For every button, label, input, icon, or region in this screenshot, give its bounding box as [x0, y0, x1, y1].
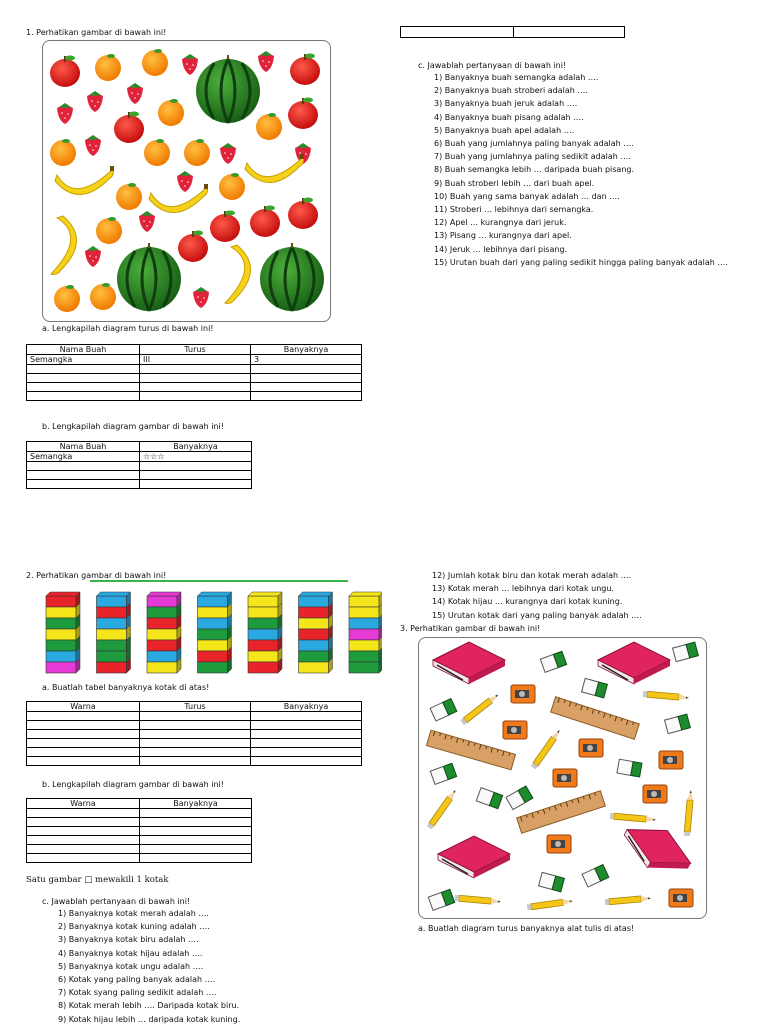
answer-box[interactable] [400, 26, 625, 38]
table-row [27, 383, 362, 392]
block [299, 651, 329, 662]
list-item: 12) Apel … kurangnya dari jeruk. [434, 218, 567, 228]
block-stack [147, 592, 181, 673]
block [46, 640, 76, 651]
column-header: Warna [27, 799, 140, 809]
q3-heading: 3. Perhatikan gambar di bawah ini! [400, 624, 541, 633]
list-item: 2) Banyaknya kotak kuning adalah …. [58, 922, 210, 932]
block [299, 618, 329, 629]
table-cell[interactable] [27, 845, 140, 854]
block [299, 596, 329, 607]
table-row [27, 452, 252, 462]
table-cell[interactable] [27, 480, 140, 489]
list-item: 13) Pisang … kurangnya dari apel. [434, 231, 572, 241]
table-cell[interactable] [140, 480, 252, 489]
table-cell[interactable] [251, 739, 362, 748]
block [97, 662, 127, 673]
block [248, 629, 278, 640]
table-cell[interactable] [140, 730, 251, 739]
table-cell[interactable] [27, 471, 140, 480]
block [147, 596, 177, 607]
column-header: Banyaknya [140, 799, 252, 809]
table-cell[interactable] [140, 836, 252, 845]
block [349, 629, 379, 640]
table-row [27, 392, 362, 401]
block [46, 607, 76, 618]
block-stack [46, 592, 80, 673]
list-item: 4) Banyaknya kotak hijau adalah …. [58, 948, 203, 958]
block [248, 618, 278, 629]
table-row [27, 739, 362, 748]
block [349, 607, 379, 618]
table-cell[interactable] [140, 383, 251, 392]
block [46, 596, 76, 607]
column-header: Banyaknya [251, 345, 362, 355]
table-cell[interactable]: 3 [251, 355, 362, 365]
table-cell[interactable]: Semangka [27, 355, 140, 365]
block [349, 596, 379, 607]
block-top [349, 592, 382, 596]
list-item: 9) Kotak hijau lebih … daripada kotak kuning. [58, 1014, 241, 1024]
table-row [27, 845, 252, 854]
table-cell[interactable] [140, 462, 252, 471]
column-header: Nama Buah [27, 442, 140, 452]
block [299, 607, 329, 618]
block-top [97, 592, 131, 596]
block [248, 651, 278, 662]
table-cell[interactable] [251, 365, 362, 374]
q1-picto-table [26, 441, 252, 489]
table-cell[interactable] [251, 392, 362, 401]
q1-a-label: a. Lengkapilah diagram turus di bawah ini! [42, 324, 214, 333]
table-cell[interactable] [140, 818, 252, 827]
block [198, 596, 228, 607]
stationery-illustration [419, 638, 706, 918]
table-row [27, 818, 252, 827]
block [248, 596, 278, 607]
table-cell[interactable] [27, 730, 140, 739]
table-cell[interactable] [27, 809, 140, 818]
block [46, 662, 76, 673]
table-cell[interactable] [140, 712, 251, 721]
block [97, 629, 127, 640]
block [97, 651, 127, 662]
q2-question-list [58, 907, 240, 1026]
q2-b-label: b. Lengkapilah diagram gambar di bawah ini! [42, 780, 224, 789]
table-row [27, 748, 362, 757]
table-cell[interactable] [140, 827, 252, 836]
block [147, 651, 177, 662]
table-cell[interactable] [251, 748, 362, 757]
q2-c-label: c. Jawablah pertanyaan di bawah ini! [42, 897, 191, 906]
table-cell[interactable] [27, 374, 140, 383]
table-row [27, 809, 252, 818]
table-cell[interactable] [27, 721, 140, 730]
q2-picto-table [26, 798, 252, 863]
table-cell[interactable] [140, 854, 252, 863]
block-stacks [42, 588, 382, 678]
block [46, 651, 76, 662]
list-item: 5) Banyaknya kotak ungu adalah …. [58, 961, 204, 971]
block [248, 607, 278, 618]
list-item: 3) Banyaknya buah jeruk adalah …. [434, 99, 578, 109]
block-top [198, 592, 232, 596]
table-row [27, 462, 252, 471]
list-item: 7) Kotak syang paling sedikit adalah …. [58, 988, 217, 998]
block-top [299, 592, 333, 596]
list-item: 6) Kotak yang paling banyak adalah …. [58, 975, 216, 985]
block [97, 618, 127, 629]
block [97, 607, 127, 618]
list-item: 4) Banyaknya buah pisang adalah …. [434, 112, 584, 122]
list-item: 1) Banyaknya buah semangka adalah …. [434, 73, 599, 82]
list-item: 10) Buah yang sama banyak adalah … dan …. [434, 191, 620, 201]
block-stack [198, 592, 232, 673]
list-item: 8) Kotak merah lebih …. Daripada kotak biru. [58, 1001, 240, 1011]
block [147, 662, 177, 673]
fruit-illustration [43, 41, 330, 321]
block-stack [349, 592, 382, 673]
table-cell[interactable] [27, 748, 140, 757]
list-item: 6) Buah yang jumlahnya paling banyak adalah …. [434, 139, 634, 149]
block [299, 629, 329, 640]
block [198, 640, 228, 651]
block-stack [248, 592, 282, 673]
list-item: 11) Stroberi … lebihnya dari semangka. [434, 205, 594, 215]
table-cell[interactable] [140, 757, 251, 766]
block [198, 618, 228, 629]
list-item: 12) Jumlah kotak biru dan kotak merah adalah …. [432, 571, 632, 580]
table-cell[interactable] [27, 365, 140, 374]
table-row [27, 471, 252, 480]
table-row [27, 721, 362, 730]
table-cell[interactable] [251, 721, 362, 730]
block [147, 640, 177, 651]
column-header: Turus [140, 702, 251, 712]
table-cell[interactable] [251, 374, 362, 383]
list-item: 5) Banyaknya buah apel adalah …. [434, 125, 575, 135]
table-row [27, 480, 252, 489]
table-row [27, 355, 362, 365]
table-row [27, 365, 362, 374]
table-cell[interactable] [140, 721, 251, 730]
table-row [27, 854, 252, 863]
block [349, 662, 379, 673]
block [97, 596, 127, 607]
q3-a-label: a. Buatlah diagram turus banyaknya alat tulis di atas! [418, 924, 635, 933]
list-item: 13) Kotak merah … lebihnya dari kotak ungu. [432, 584, 614, 594]
table-cell[interactable] [27, 818, 140, 827]
table-cell[interactable] [251, 730, 362, 739]
table-row [27, 827, 252, 836]
block [97, 640, 127, 651]
list-item: 14) Jeruk … lebihnya dari pisang. [434, 244, 568, 254]
table-cell[interactable] [140, 374, 251, 383]
list-item: 2) Banyaknya buah stroberi adalah …. [434, 86, 588, 96]
block [198, 629, 228, 640]
list-item: 9) Buah stroberi lebih … dari buah apel. [434, 178, 595, 188]
block-stack [97, 592, 131, 673]
block [248, 662, 278, 673]
table-cell[interactable] [251, 383, 362, 392]
table-row [27, 836, 252, 845]
table-cell[interactable] [140, 809, 252, 818]
table-cell[interactable]: ☆☆☆ [140, 452, 252, 462]
block [349, 651, 379, 662]
table-cell[interactable] [27, 712, 140, 721]
block-stacks-illustration [42, 588, 382, 678]
answer-box-divider [513, 27, 514, 37]
list-item: 8) Buah semangka lebih … daripada buah pisang. [434, 165, 635, 175]
table-cell[interactable] [27, 383, 140, 392]
block [147, 618, 177, 629]
block [198, 651, 228, 662]
q2-heading: 2. Perhatikan gambar di bawah ini! [26, 571, 167, 580]
fruit-picture [42, 40, 331, 322]
table-cell[interactable] [27, 827, 140, 836]
table-cell[interactable] [27, 836, 140, 845]
block [299, 640, 329, 651]
block-top [147, 592, 181, 596]
table-cell[interactable] [140, 392, 251, 401]
list-item: 3) Banyaknya kotak biru adalah …. [58, 935, 199, 945]
q2-question-list-cont [432, 569, 642, 622]
q1-heading: 1. Perhatikan gambar di bawah ini! [26, 28, 167, 37]
table-row [27, 730, 362, 739]
block [198, 607, 228, 618]
block [46, 629, 76, 640]
green-underline [90, 580, 348, 582]
block [349, 618, 379, 629]
table-cell[interactable] [140, 748, 251, 757]
table-cell[interactable] [251, 757, 362, 766]
column-header: Warna [27, 702, 140, 712]
q1-tally-table [26, 344, 362, 401]
block [147, 607, 177, 618]
table-row [27, 757, 362, 766]
legend-note: Satu gambar □ mewakili 1 kotak [26, 875, 169, 885]
q2-a-label: a. Buatlah tabel banyaknya kotak di atas! [42, 683, 210, 692]
block-top [46, 592, 80, 596]
column-header: Nama Buah [27, 345, 140, 355]
table-cell[interactable] [140, 365, 251, 374]
block [349, 640, 379, 651]
table-cell[interactable] [27, 854, 140, 863]
list-item: 14) Kotak hijau … kurangnya dari kotak kuning. [432, 597, 623, 607]
table-cell[interactable] [27, 739, 140, 748]
list-item: 1) Banyaknya kotak merah adalah …. [58, 909, 209, 918]
block [299, 662, 329, 673]
block [198, 662, 228, 673]
block [248, 640, 278, 651]
table-cell[interactable] [140, 845, 252, 854]
table-cell[interactable] [140, 739, 251, 748]
block-stack [299, 592, 333, 673]
table-cell[interactable] [27, 392, 140, 401]
table-cell[interactable]: Semangka [27, 452, 140, 462]
q1-c-label: c. Jawablah pertanyaan di bawah ini! [418, 61, 567, 70]
q1-b-label: b. Lengkapilah diagram gambar di bawah ini! [42, 422, 224, 431]
column-header: Banyaknya [140, 442, 252, 452]
q2-tally-table [26, 701, 362, 766]
q1-question-list [434, 71, 728, 269]
table-cell[interactable] [251, 712, 362, 721]
list-item: 15) Urutan kotak dari yang paling banyak adalah …. [432, 610, 642, 620]
table-cell[interactable] [140, 471, 252, 480]
block [46, 618, 76, 629]
table-row [27, 712, 362, 721]
table-cell[interactable] [27, 462, 140, 471]
block [147, 629, 177, 640]
table-row [27, 374, 362, 383]
table-cell[interactable]: III [140, 355, 251, 365]
column-header: Banyaknya [251, 702, 362, 712]
list-item: 15) Urutan buah dari yang paling sedikit hingga paling banyak adalah …. [434, 257, 728, 267]
list-item: 7) Buah yang jumlahnya paling sedikit adalah …. [434, 152, 631, 162]
table-cell[interactable] [27, 757, 140, 766]
column-header: Turus [140, 345, 251, 355]
stationery-picture [418, 637, 707, 919]
block-top [248, 592, 282, 596]
